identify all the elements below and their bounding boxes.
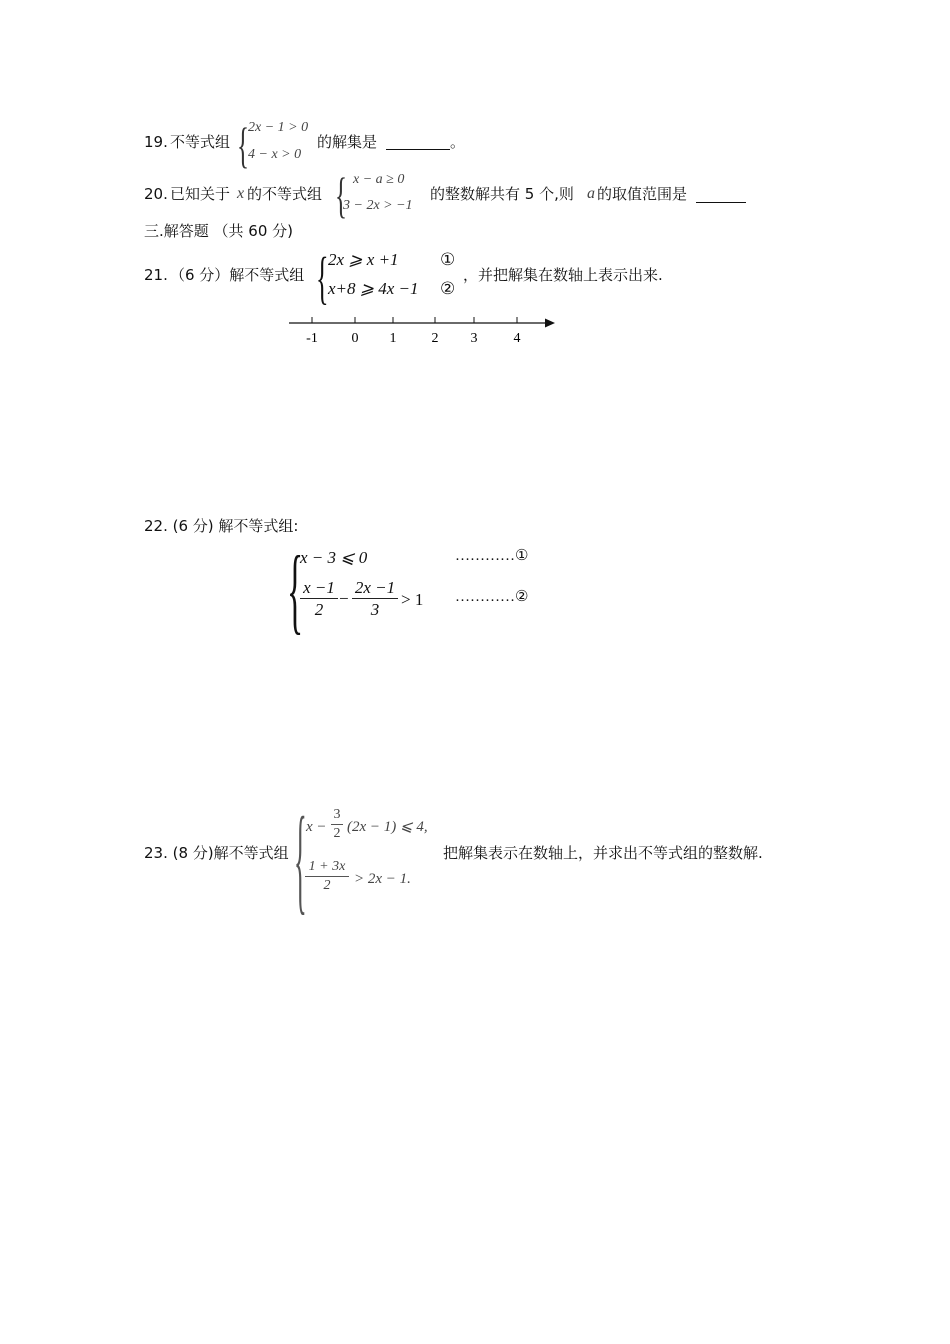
q20-inequality-2: 3 − 2x > −1 [343, 198, 413, 213]
q20-lead-2: 的不等式组 [247, 185, 323, 203]
q19-tail: 的解集是 [317, 133, 378, 151]
q20-number: 20. [144, 185, 168, 203]
q23-fraction-1 [331, 808, 343, 841]
q22-brace: { [287, 536, 304, 643]
q23-fraction-2 [305, 860, 349, 893]
q19-answer-blank[interactable] [386, 149, 450, 150]
q23-line-1-pre: x − [306, 819, 327, 835]
q22-fraction-2-denominator: 3 [370, 600, 380, 619]
q23-lead: 23. (8 分)解不等式组 [144, 844, 289, 862]
tick-label-3: 3 [470, 331, 478, 346]
q19-end: 。 [450, 133, 466, 151]
q22-inequality-1: x − 3 ⩽ 0 [300, 548, 368, 567]
q19-lead: 不等式组 [170, 133, 231, 151]
number-line [285, 312, 560, 350]
section-title: 三.解答题 （共 60 分) [144, 222, 294, 240]
tick-label-4: 4 [513, 331, 521, 346]
q19-number: 19. [144, 133, 168, 151]
q22-dots-2: …………② [455, 589, 529, 605]
q20-answer-blank[interactable] [696, 202, 746, 203]
q20-tail: 的整数解共有 5 个,则 [430, 185, 574, 203]
tick-label-0: 0 [351, 331, 359, 346]
tick-label--1: -1 [306, 331, 318, 346]
number-line-arrow [545, 319, 555, 328]
q20-inequality-1: x − a ≥ 0 [353, 172, 405, 187]
q21-number: 21. [144, 266, 168, 284]
tick-label-2: 2 [431, 331, 439, 346]
q21-mark-1: ① [440, 250, 456, 269]
q21-tail: ，并把解集在数轴上表示出来. [463, 266, 663, 284]
q23-fraction-1-bar [331, 824, 343, 825]
q23-brace: { [294, 792, 307, 925]
q22-fraction-2 [352, 579, 398, 618]
tick-label-1: 1 [389, 331, 397, 346]
q23-fraction-2-numerator: 1 + 3x [308, 859, 346, 874]
q22-fraction-1-denominator: 2 [314, 600, 324, 619]
q21-inequality-1: 2x ⩾ x +1 [328, 250, 399, 269]
q22-fraction-2-bar [352, 598, 398, 599]
q19-brace: { [237, 117, 249, 173]
q21-brace: { [316, 245, 329, 310]
q20-brace: { [335, 167, 347, 223]
q21-inequality-2: x+8 ⩾ 4x −1 [328, 279, 419, 298]
q22-header: 22. (6 分) 解不等式组: [144, 517, 299, 535]
q20-var-a: a [587, 185, 595, 202]
q20-tail-2: 的取值范围是 [597, 185, 688, 203]
q22-fraction-1-numerator: x −1 [303, 578, 335, 597]
q23-fraction-1-denominator: 2 [333, 826, 341, 841]
q22-dots-1: …………① [455, 548, 529, 564]
q22-fraction-2-numerator: 2x −1 [354, 578, 396, 597]
q20-var-x: x [237, 185, 245, 202]
q23-fraction-1-numerator: 3 [333, 807, 341, 822]
q23-fraction-2-bar [305, 876, 349, 877]
q23-line-2-post: > 2x − 1. [354, 871, 411, 887]
q23-tail: 把解集表示在数轴上，并求出不等式组的整数解. [443, 844, 763, 862]
q22-fraction-1 [300, 579, 338, 618]
q21-mark-2: ② [440, 279, 456, 298]
q21-points: （6 分）解不等式组 [170, 266, 305, 284]
q23-line-1-post: (2x − 1) ⩽ 4, [347, 819, 428, 835]
q22-minus: − [339, 589, 349, 608]
q23-fraction-2-denominator: 2 [323, 878, 331, 893]
q22-rhs: > 1 [401, 590, 424, 609]
q22-fraction-1-bar [300, 598, 338, 599]
q19-inequality-2: 4 − x > 0 [248, 147, 302, 162]
q20-lead: 已知关于 [170, 185, 231, 203]
q19-inequality-1: 2x − 1 > 0 [248, 120, 309, 135]
